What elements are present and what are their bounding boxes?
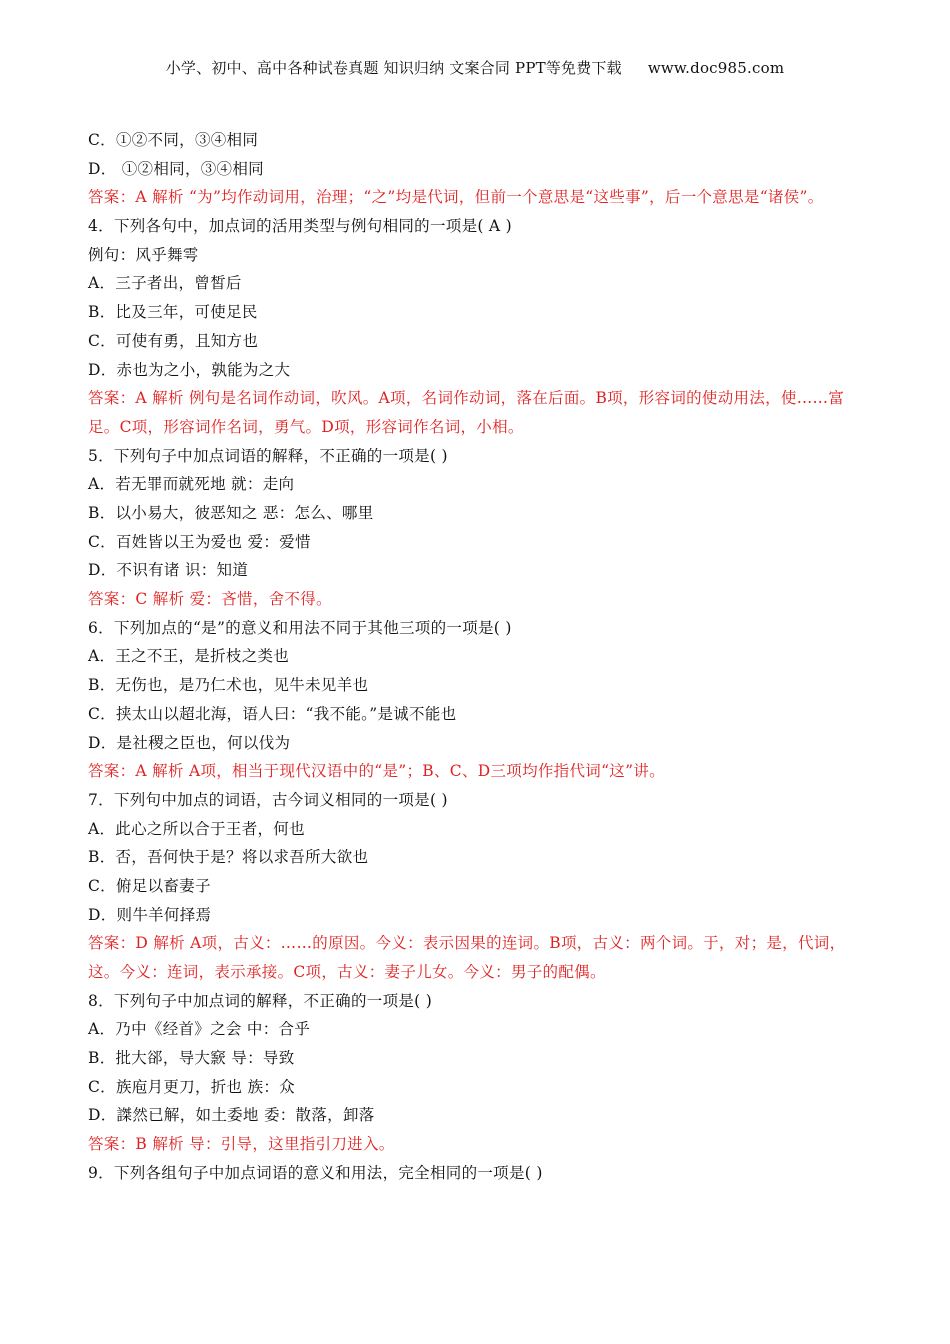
option-line: C．挟太山以超北海，语人曰：“我不能。”是诚不能也 [88,704,457,723]
option-line: D．是社稷之臣也，何以伐为 [88,733,291,752]
example-line: 例句：风乎舞雩 [88,245,199,264]
option-line: B．批大郤，导大窾 导：导致 [88,1049,295,1068]
option-line: C．可使有勇，且知方也 [88,331,259,350]
page-header [0,57,950,78]
option-line: C．俯足以畜妻子 [88,876,211,895]
option-line: D． ①②相同，③④相同 [88,159,264,178]
question-line: 4．下列各句中，加点词的活用类型与例句相同的一项是( A ) [88,217,513,236]
option-line: D．赤也为之小，孰能为之大 [88,360,291,379]
option-line: B．比及三年，可使足民 [88,303,258,322]
answer-explanation: 答案：B 解析 导：引导，这里指引刀进入。 [88,1135,395,1154]
option-line: A．三子者出，曾皙后 [88,274,242,293]
option-line: D．不识有诸 识：知道 [88,561,249,580]
option-line: A．若无罪而就死地 就：走向 [88,475,295,494]
option-line: C．①②不同，③④相同 [88,131,259,149]
header-text: 小学、初中、高中各种试卷真题 知识归纳 文案合同 PPT等免费下载 [165,59,622,77]
option-line: A．此心之所以合于王者，何也 [88,819,305,838]
option-line: B．否，吾何快于是？将以求吾所大欲也 [88,848,369,867]
question-line: 9．下列各组句子中加点词语的意义和用法，完全相同的一项是( ) [88,1163,543,1182]
question-line: 7．下列句中加点的词语，古今词义相同的一项是( ) [88,790,448,809]
answer-explanation: 答案：D 解析 A项，古义：……的原因。今义：表示因果的连词。B项，古义：两个词。于，对；是，代词，这。今义：连词，表示承接。C项，古义：妻子儿女。今义：男子的配偶。 [88,934,846,982]
option-line: C．族庖月更刀，折也 族：众 [88,1077,295,1096]
answer-explanation: 答案：A 解析 A项，相当于现代汉语中的“是”；B、C、D三项均作指代词“这”讲。 [88,762,665,781]
document-body [88,126,866,1188]
answer-explanation: 答案：A 解析 “为”均作动词用，治理；“之”均是代词，但前一个意思是“这些事”，后一个意思是“诸侯”。 [88,188,824,207]
answer-explanation: 答案：A 解析 例句是名词作动词，吹风。A项，名词作动词，落在后面。B项，形容词的使动用法，使……富足。C项，形容词作名词，勇气。D项，形容词作名词，小相。 [88,389,845,436]
option-line: C．百姓皆以王为爱也 爱：爱惜 [88,532,311,551]
answer-explanation: 答案：C 解析 爱：吝惜，舍不得。 [88,590,332,609]
option-line: A．王之不王，是折枝之类也 [88,647,290,666]
option-line: D．謋然已解，如土委地 委：散落，卸落 [88,1106,375,1125]
header-site-url: www.doc985.com [647,59,785,77]
option-line: B．以小易大，彼恶知之 恶：怎么、哪里 [88,503,374,522]
question-line: 8．下列句子中加点词的解释，不正确的一项是( ) [88,991,433,1010]
option-line: D．则牛羊何择焉 [88,905,212,924]
question-line: 5．下列句子中加点词语的解释，不正确的一项是( ) [88,446,448,465]
option-line: B．无伤也，是乃仁术也，见牛未见羊也 [88,676,369,695]
option-line: A．乃中《经首》之会 中：合乎 [88,1020,311,1039]
question-line: 6．下列加点的“是”的意义和用法不同于其他三项的一项是( ) [88,618,512,637]
